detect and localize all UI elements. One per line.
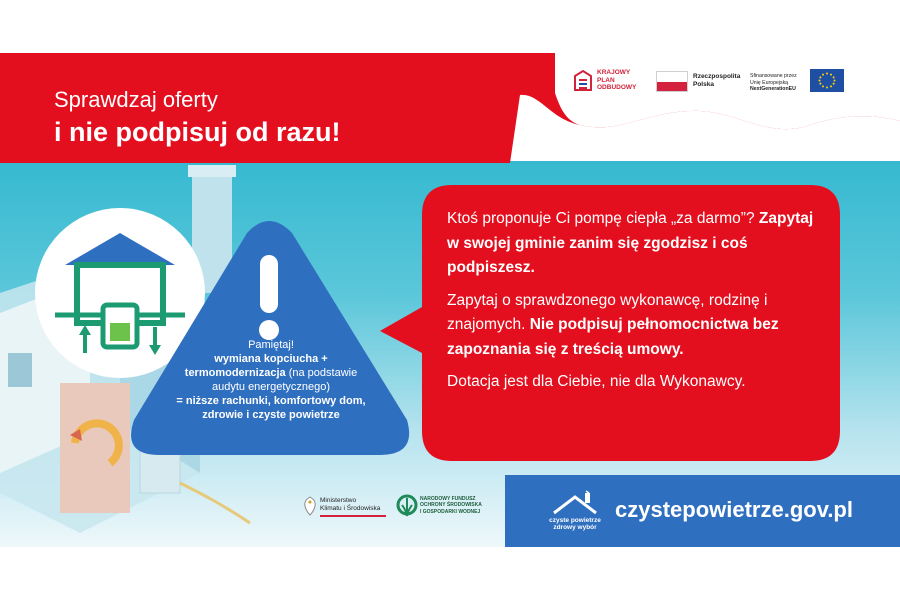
- eu-line: Sfinansowane przez: [750, 73, 797, 79]
- warning-line: audytu energetycznego): [211, 381, 331, 393]
- exclamation-icon: [260, 255, 278, 313]
- warning-line: [160, 366, 382, 380]
- rp-line: Rzeczpospolita: [693, 73, 741, 80]
- eu-line: Unię Europejską: [750, 79, 789, 86]
- eu-line: NextGenerationEU: [750, 86, 796, 92]
- house-roof-icon: [550, 489, 600, 515]
- bubble-bold: Zapytaj w swojej gminie zanim się zgodzisz i coś podpiszesz.: [447, 210, 814, 276]
- bubble-normal: Ktoś proponuje Ci pompę ciepła „za darmo”?: [447, 210, 755, 227]
- rp-logo-text: [693, 73, 740, 89]
- ministry-underline: [320, 515, 386, 517]
- rp-line: Polska: [693, 81, 714, 88]
- nfosigw-line: NARODOWY FUNDUSZ: [420, 496, 476, 502]
- footer-band: [505, 475, 900, 547]
- bubble-normal: Dotacja jest dla Ciebie, nie dla Wykonawcy.: [447, 373, 746, 390]
- kpo-logo-text: [597, 69, 636, 92]
- polish-flag-icon: [656, 71, 688, 92]
- cp-line: zdrowy wybór: [553, 524, 597, 531]
- kpo-logo: [573, 68, 653, 96]
- warning-line: Pamiętaj!: [248, 339, 294, 351]
- warning-line: zdrowie i czyste powietrze: [202, 409, 340, 421]
- czyste-powietrze-logo-text: [545, 517, 605, 531]
- warning-text: [160, 338, 382, 422]
- kpo-line: KRAJOWY: [597, 69, 631, 76]
- eu-logo: [750, 69, 846, 95]
- czyste-powietrze-logo: [545, 489, 605, 533]
- headline-line-2: i nie podpisuj od razu!: [54, 117, 341, 147]
- campaign-banner: [0, 53, 900, 547]
- warning-normal: (na podstawie: [285, 367, 358, 379]
- headline-line-1: Sprawdzaj oferty: [54, 87, 218, 112]
- warning-line: = niższe rachunki, komfortowy dom,: [176, 395, 366, 407]
- cp-line: czyste powietrze: [549, 517, 601, 524]
- ministry-line: Klimatu i Środowiska: [320, 505, 381, 512]
- bubble-text: [447, 207, 819, 403]
- bubble-paragraph-3: [447, 370, 819, 395]
- website-url[interactable]: czystepowietrze.gov.pl: [615, 497, 853, 522]
- eu-logo-text: [750, 73, 797, 93]
- kpo-mark-icon: [573, 70, 593, 92]
- bubble-bold: Nie podpisuj pełnomocnictwa bez zapoznania się z treścią umowy.: [447, 316, 779, 358]
- ministry-logo: [302, 495, 392, 521]
- nfosigw-mark-icon: [396, 494, 418, 520]
- nfosigw-logo: [396, 494, 496, 524]
- bubble-paragraph-1: [447, 207, 819, 281]
- eu-flag-icon: [810, 69, 844, 92]
- rp-logo: [656, 69, 746, 95]
- warning-line: wymiana kopciucha +: [214, 353, 328, 365]
- kpo-line: PLAN: [597, 76, 615, 84]
- ministry-line: Ministerstwo: [320, 497, 357, 504]
- warning-bold: termomodernizacja: [184, 367, 286, 379]
- ministry-logo-text: [320, 497, 380, 513]
- bubble-paragraph-2: [447, 289, 819, 363]
- eagle-emblem-icon: [302, 495, 318, 517]
- bubble-normal: Zapytaj o sprawdzonego wykonawcę, rodzinę i znajomych.: [447, 291, 768, 333]
- nfosigw-line: I GOSPODARKI WODNEJ: [420, 508, 481, 515]
- nfosigw-line: OCHRONY ŚRODOWISKA: [420, 502, 482, 509]
- nfosigw-logo-text: [420, 496, 482, 515]
- kpo-line: ODBUDOWY: [597, 84, 637, 91]
